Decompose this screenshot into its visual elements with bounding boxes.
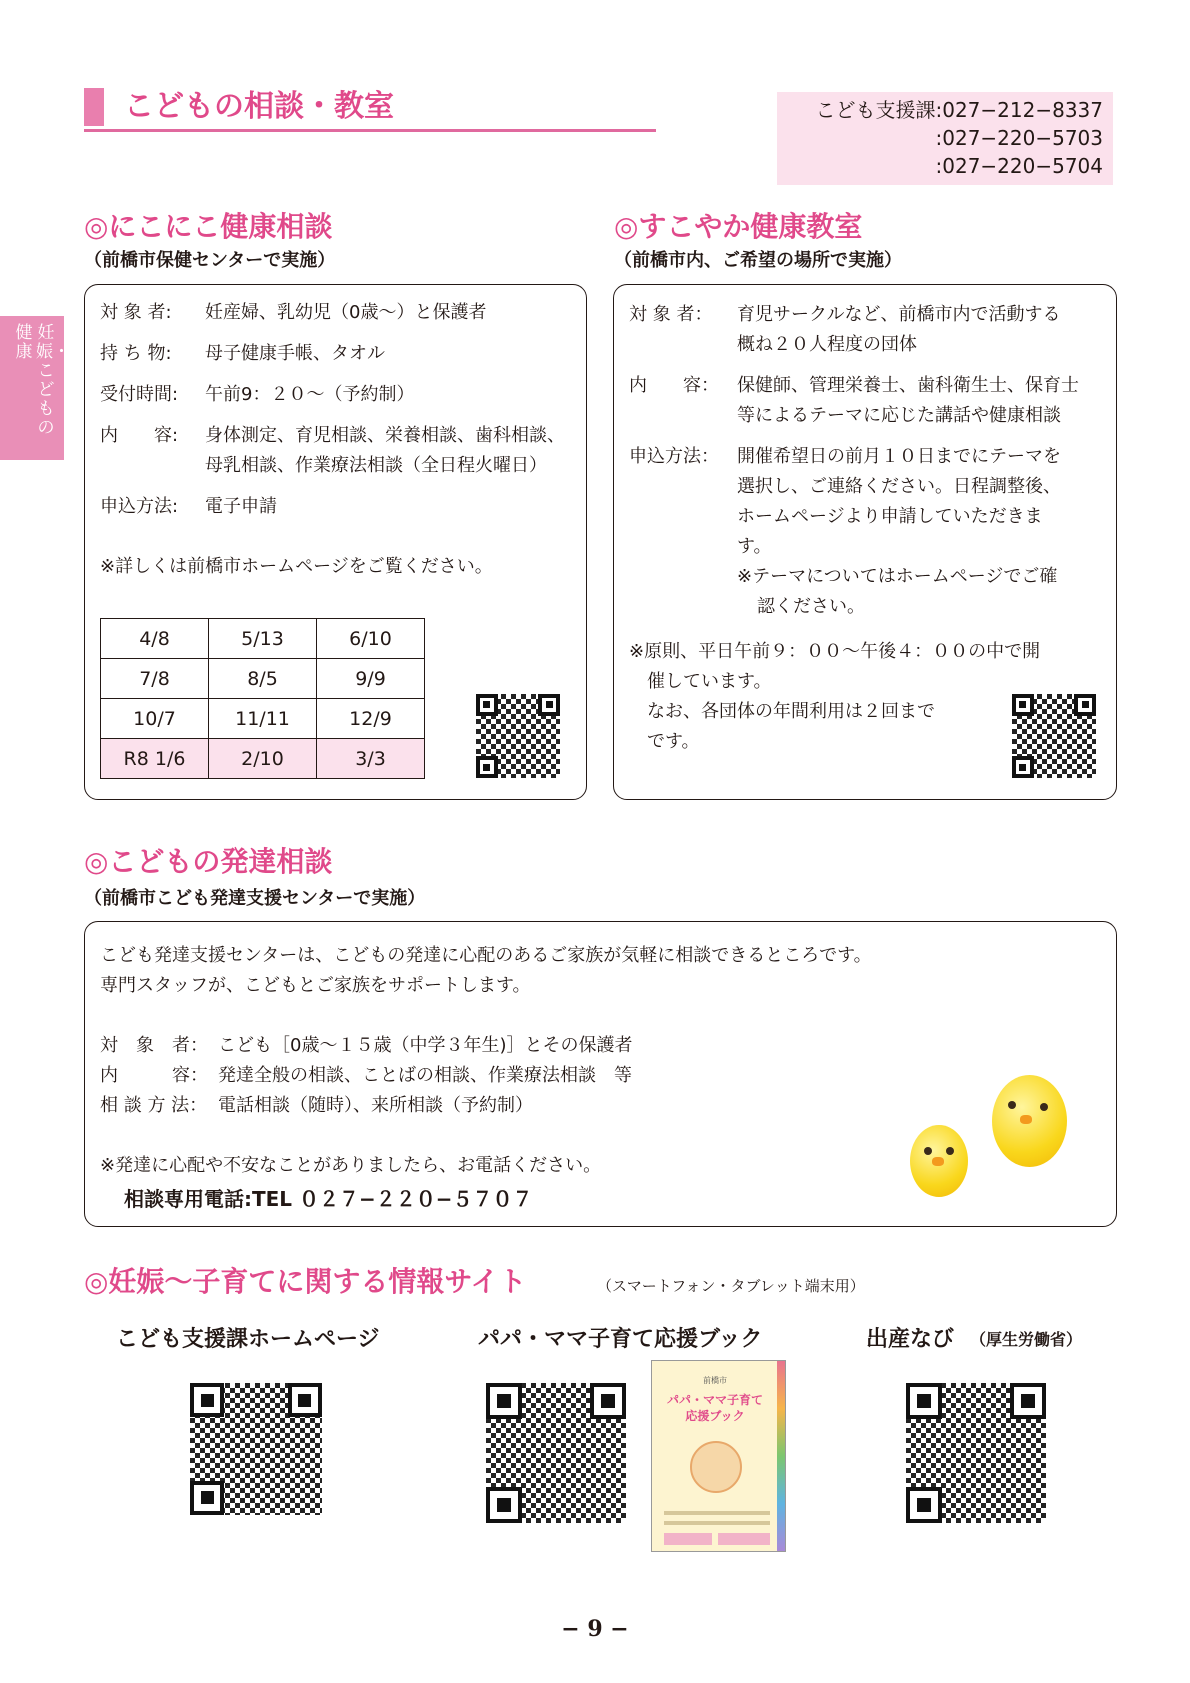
sukoyaka-heading: ◎すこやか健康教室: [614, 210, 863, 243]
table-cell: 5/13: [209, 619, 317, 659]
table-cell: 4/8: [101, 619, 209, 659]
hattatsu-subheading: （前橋市こども発達支援センターで実施）: [84, 888, 426, 909]
qr-code-icon[interactable]: [190, 1383, 322, 1515]
table-row: [101, 659, 425, 699]
sukoyaka-note: ※原則、平日午前９：００〜午後４：００の中で開: [629, 641, 1041, 662]
hattatsu-heading: ◎こどもの発達相談: [84, 845, 333, 878]
row-value: 選択し、ご連絡ください。日程調整後、: [737, 476, 1061, 497]
row-label: 受付時間:: [100, 384, 179, 405]
row-value: 保健師、管理栄養士、歯科衛生士、保育士: [737, 375, 1079, 396]
row-value: 電子申請: [205, 496, 277, 517]
row-value: 概ね２０人程度の団体: [737, 334, 917, 355]
table-cell: 10/7: [101, 699, 209, 739]
row-value: 開催希望日の前月１０日までにテーマを: [737, 446, 1061, 467]
row-value: す。: [737, 536, 772, 557]
row-value: 身体測定、育児相談、栄養相談、歯科相談、: [205, 425, 565, 446]
hattatsu-intro: 専門スタッフが、こどもとご家族をサポートします。: [100, 975, 531, 996]
contact-line: :027−220−5703: [935, 126, 1103, 150]
site-label: 出産なび: [866, 1327, 955, 1352]
row-label: 対 象 者：: [629, 304, 713, 325]
qr-code-icon[interactable]: [486, 1383, 626, 1523]
table-row: [101, 699, 425, 739]
site-label: こども支援課ホームページ: [116, 1327, 380, 1352]
table-row: [101, 619, 425, 659]
table-cell: 3/3: [317, 739, 425, 779]
qr-code-icon[interactable]: [476, 694, 560, 778]
qr-code-icon[interactable]: [1012, 694, 1096, 778]
side-tab-text: 妊娠・こどもの: [36, 323, 70, 438]
row-label: 対 象 者：: [100, 1035, 208, 1056]
nikoniko-note: ※詳しくは前橋市ホームページをご覧ください。: [100, 556, 493, 577]
row-value: こども［0歳〜１５歳（中学３年生)］とその保護者: [218, 1035, 633, 1056]
row-label: 内 容：: [629, 375, 719, 396]
row-label: 内 容：: [100, 1065, 208, 1086]
row-label: 対 象 者:: [100, 302, 172, 323]
page-title: こどもの相談・教室: [124, 89, 394, 124]
row-value: 母乳相談、作業療法相談（全日程火曜日）: [205, 455, 547, 476]
sukoyaka-note: 催しています。: [647, 671, 772, 692]
sukoyaka-note: なお、各団体の年間利用は２回まで: [647, 701, 935, 722]
row-value: ホームページより申請していただきま: [737, 506, 1043, 527]
info-heading: ◎妊娠〜子育てに関する情報サイト: [84, 1265, 527, 1298]
row-label: 内 容:: [100, 425, 179, 446]
row-label: 持 ち 物:: [100, 343, 172, 364]
side-tab-text: 健康: [15, 323, 33, 362]
row-value: ※テーマについてはホームページでご確: [737, 566, 1058, 587]
nikoniko-heading: ◎にこにこ健康相談: [84, 210, 333, 243]
book-cover-text: 前橋市: [703, 1376, 727, 1385]
book-cover-text: 応援ブック: [685, 1409, 745, 1423]
table-cell: 11/11: [209, 699, 317, 739]
contact-box: [777, 92, 1113, 185]
table-cell: 6/10: [317, 619, 425, 659]
nikoniko-subheading: （前橋市保健センターで実施）: [84, 250, 336, 271]
chick-illustration-icon: [910, 1125, 968, 1197]
book-cover-text: パパ・ママ子育て: [666, 1393, 763, 1407]
chick-illustration-icon: [992, 1075, 1067, 1167]
table-cell: 7/8: [101, 659, 209, 699]
table-cell: R8 1/6: [101, 739, 209, 779]
page-title-block: [84, 88, 656, 132]
row-value: 発達全般の相談、ことばの相談、作業療法相談 等: [218, 1065, 632, 1086]
contact-line: :027−220−5704: [935, 154, 1103, 178]
row-value: 母子健康手帳、タオル: [205, 343, 385, 364]
qr-code-icon[interactable]: [906, 1383, 1046, 1523]
row-value: 認ください。: [757, 596, 865, 617]
row-value: 午前9：２０〜（予約制）: [205, 384, 415, 405]
title-accent-bar: [84, 88, 104, 126]
row-label: 相 談 方 法：: [100, 1095, 208, 1116]
table-cell: 2/10: [209, 739, 317, 779]
table-cell: 8/5: [209, 659, 317, 699]
table-cell: 9/9: [317, 659, 425, 699]
row-value: 電話相談（随時）、来所相談（予約制）: [218, 1095, 533, 1116]
schedule-table: [100, 618, 425, 779]
sukoyaka-note: です。: [647, 731, 700, 752]
hattatsu-intro: こども発達支援センターは、こどもの発達に心配のあるご家族が気軽に相談できるところです。: [100, 945, 872, 966]
table-row: [101, 739, 425, 779]
row-value: 等によるテーマに応じた講話や健康相談: [737, 405, 1061, 426]
sukoyaka-subheading: （前橋市内、ご希望の場所で実施）: [614, 250, 902, 271]
site-label-note: （厚生労働省）: [970, 1330, 1083, 1349]
contact-line: こども支援課:027−212−8337: [815, 98, 1103, 122]
row-value: 妊産婦、乳幼児（0歳〜）と保護者: [205, 302, 487, 323]
row-label: 申込方法:: [100, 496, 179, 517]
table-cell: 12/9: [317, 699, 425, 739]
site-label: パパ・ママ子育て応援ブック: [478, 1327, 763, 1352]
hattatsu-tel: 相談専用電話:TEL ０２７−２２０−５７０７: [124, 1187, 533, 1211]
page-number: − 9 −: [561, 1616, 629, 1642]
side-tab: [0, 316, 70, 460]
hattatsu-note: ※発達に心配や不安なことがありましたら、お電話ください。: [100, 1155, 602, 1176]
row-value: 育児サークルなど、前橋市内で活動する: [737, 304, 1061, 325]
row-label: 申込方法：: [629, 446, 719, 467]
info-heading-note: （スマートフォン・タブレット端末用）: [597, 1277, 865, 1295]
book-cover-image: [651, 1360, 786, 1552]
